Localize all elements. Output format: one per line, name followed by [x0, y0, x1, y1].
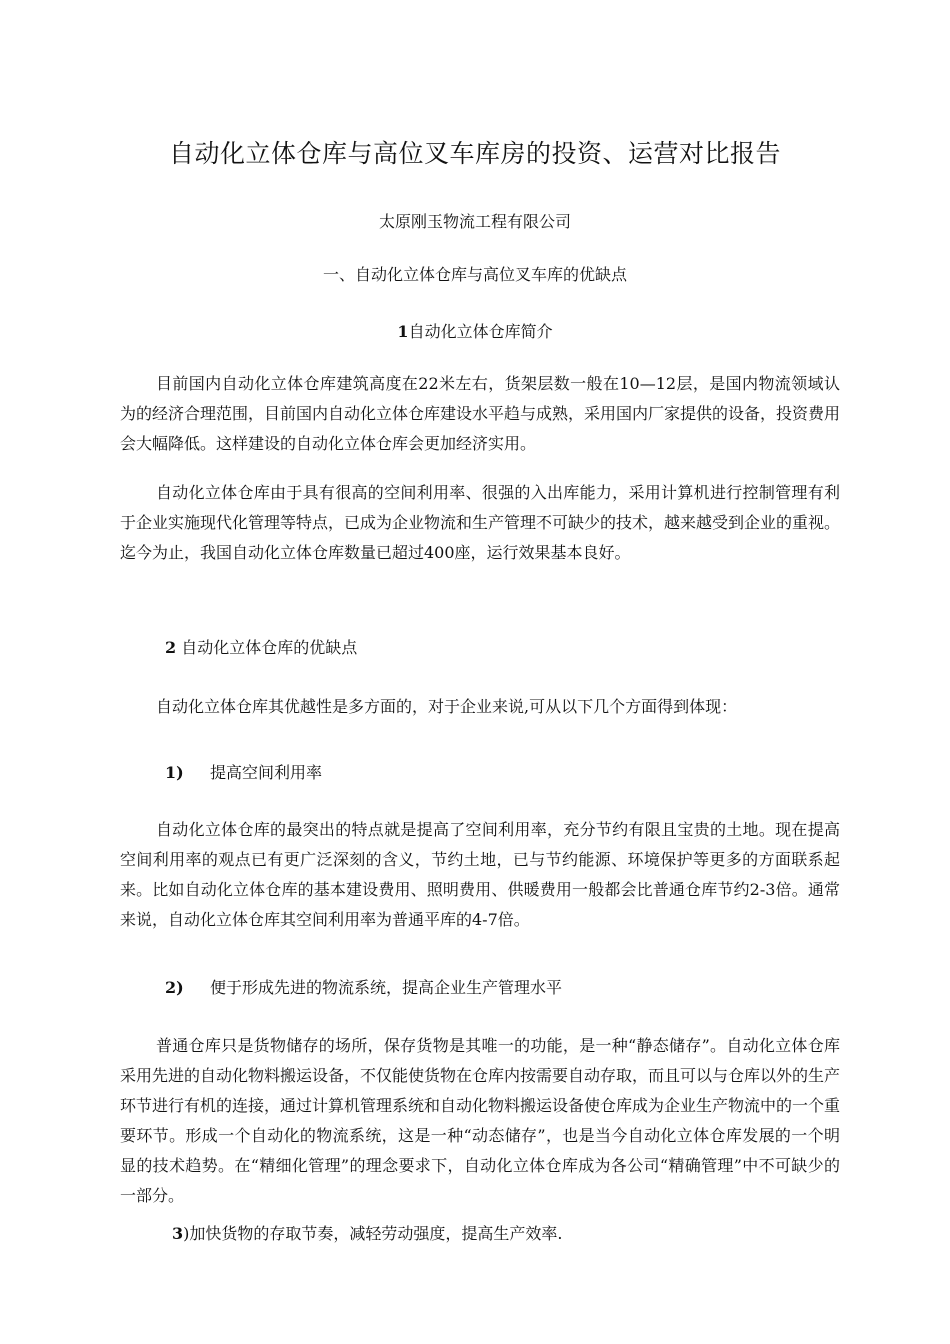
company-name: 太原刚玉物流工程有限公司 [378, 212, 571, 231]
paragraph-features: 自动化立体仓库由于具有很高的空间利用率、很强的入出库能力，采用计算机进行控制管理有利于企业实施现代化管理等特点，已成为企业物流和生产管理不可缺少的技术，越来越受到企业的重视。迄今为止，我国自动化立体仓库数量已超过400座，运行效果基本良好。 [120, 483, 841, 562]
list-item-number: 3 [172, 1224, 184, 1243]
list-item-text: 便于形成先进的物流系统，提高企业生产管理水平 [210, 978, 563, 997]
subsection-text: 自动化立体仓库简介 [408, 322, 553, 341]
list-item-2 [165, 976, 562, 1000]
document-title: 自动化立体仓库与高位叉车库房的投资、运营对比报告 [168, 139, 781, 168]
paragraph-intro: 目前国内自动化立体仓库建筑高度在22米左右，货架层数一般在10—12层，是国内物流领域认为的经济合理范围，目前国内自动化立体仓库建设水平趋与成熟，采用国内厂家提供的设备，投资费用会大幅降低。这样建设的自动化立体仓库会更加经济实用。 [120, 374, 841, 453]
list-item-1 [165, 761, 322, 785]
subsection-text: 自动化立体仓库的优缺点 [181, 638, 358, 657]
list-item-text: )加快货物的存取节奏，减轻劳动强度，提高生产效率. [183, 1224, 563, 1243]
list-item-number: 1) [165, 763, 184, 782]
list-item-3 [172, 1222, 562, 1246]
paragraph-space-utilization: 自动化立体仓库的最突出的特点就是提高了空间利用率，充分节约有限且宝贵的土地。现在提高空间利用率的观点已有更广泛深刻的含义，节约土地，已与节约能源、环境保护等更多的方面联系起来。比如自动化立体仓库的基本建设费用、照明费用、供暖费用一般都会比普通仓库节约2-3倍。通常来说，自动化立体仓库其空间利用率为普通平库的4-7倍。 [120, 820, 840, 929]
list-item-text: 提高空间利用率 [210, 763, 323, 782]
subsection-heading-1 [0, 320, 950, 344]
subsection-number: 2 [165, 638, 177, 657]
subsection-heading-2 [165, 636, 357, 660]
subsection-number: 1 [397, 322, 409, 341]
paragraph-logistics-system: 普通仓库只是货物储存的场所，保存货物是其唯一的功能，是一种“静态储存”。自动化立体仓库采用先进的自动化物料搬运设备，不仅能使货物在仓库内按需要自动存取，而且可以与仓库以外的生产环节进行有机的连接，通过计算机管理系统和自动化物料搬运设备使仓库成为企业生产物流中的一个重要环节。形成一个自动化的物流系统，这是一种“动态储存”，也是当今自动化立体仓库发展的一个明显的技术趋势。在“精细化管理”的理念要求下，自动化立体仓库成为各公司“精确管理”中不可缺少的一部分。 [120, 1036, 841, 1205]
list-item-number: 2) [165, 978, 184, 997]
paragraph-advantages-intro: 自动化立体仓库其优越性是多方面的，对于企业来说,可从以下几个方面得到体现： [156, 697, 738, 716]
section-heading-1: 一、自动化立体仓库与高位叉车库的优缺点 [322, 265, 627, 284]
